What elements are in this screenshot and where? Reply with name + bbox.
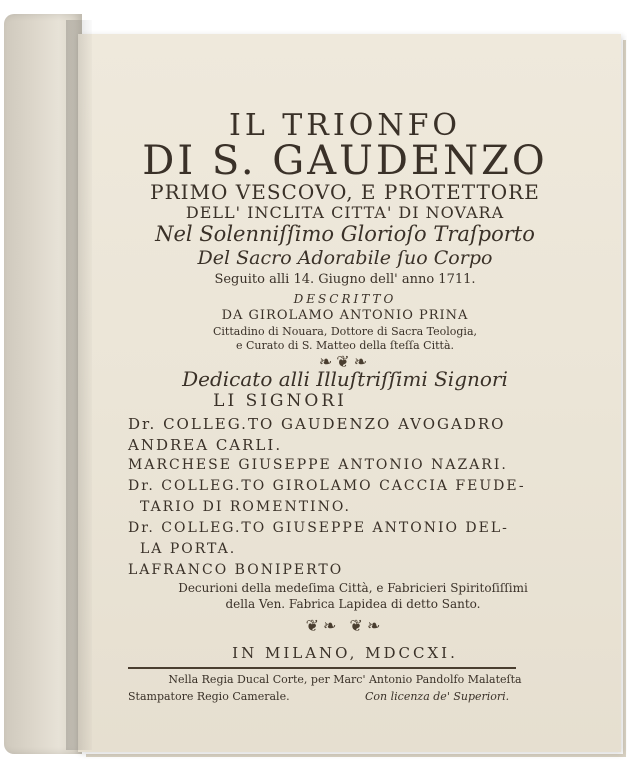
imprint-printer: Stampatore Regio Camerale. — [128, 690, 290, 703]
imprint-place: IN MILANO, MDCCXI. — [232, 644, 458, 662]
imprint-license: Con licenza de' Superiori. — [365, 690, 510, 703]
dedicatee-6: LAFRANCO BONIPERTO — [128, 562, 344, 578]
dedicatee-3: MARCHESE GIUSEPPE ANTONIO NAZARI. — [128, 457, 508, 473]
descritto-label: DESCRITTO — [293, 292, 397, 306]
title-line-5: Nel Solenniſſimo Glorioſo Traſporto — [155, 222, 535, 246]
imprint-rule — [128, 667, 516, 669]
dedicatee-1: Dr. COLLEG.TO GAUDENZO AVOGADRO — [128, 415, 506, 433]
dedicatee-2: ANDREA CARLI. — [128, 436, 283, 454]
author-desc-1: Cittadino di Nouara, Dottore di Sacra Teologia, — [212, 325, 478, 338]
dedicatee-5: Dr. COLLEG.TO GIUSEPPE ANTONIO DEL- — [128, 520, 509, 536]
imprint-line-1: Nella Regia Ducal Corte, per Marc' Antonio Pandolfo Malateſta — [168, 673, 522, 686]
dedicatee-4: Dr. COLLEG.TO GIROLAMO CACCIA FEUDE- — [128, 478, 526, 494]
title-line-2: DI S. GAUDENZO — [142, 138, 548, 184]
dedication-desc-1: Decurioni della medeſima Città, e Fabricieri Spiritoſiſſimi — [178, 581, 528, 595]
title-date: Seguito alli 14. Giugno dell' anno 1711. — [214, 272, 476, 287]
title-line-4: DELL' INCLITA CITTA' DI NOVARA — [185, 203, 505, 222]
dedicatee-4-cont: TARIO DI ROMENTINO. — [140, 499, 351, 515]
ornament-top: ❧❦❧ — [318, 352, 372, 371]
title-line-6: Del Sacro Adorabile ſuo Corpo — [197, 247, 493, 269]
title-line-3: PRIMO VESCOVO, E PROTETTORE — [150, 180, 540, 204]
author-name: DA GIROLAMO ANTONIO PRINA — [221, 308, 469, 323]
dedication-desc-2: della Ven. Fabrica Lapidea di detto Santo. — [225, 597, 481, 611]
book-gutter — [66, 20, 92, 750]
ornament-bottom: ❦❧ ❦❧ — [305, 616, 385, 635]
dedicatee-5-cont: LA PORTA. — [140, 541, 237, 557]
title-line-1: IL TRIONFO — [228, 108, 461, 143]
author-desc-2: e Curato di S. Matteo della ſteſſa Città. — [235, 339, 455, 352]
signori-heading: LI SIGNORI — [213, 391, 347, 411]
dedication-heading: Dedicato alli Illuſtriſſimi Signori — [182, 367, 508, 391]
